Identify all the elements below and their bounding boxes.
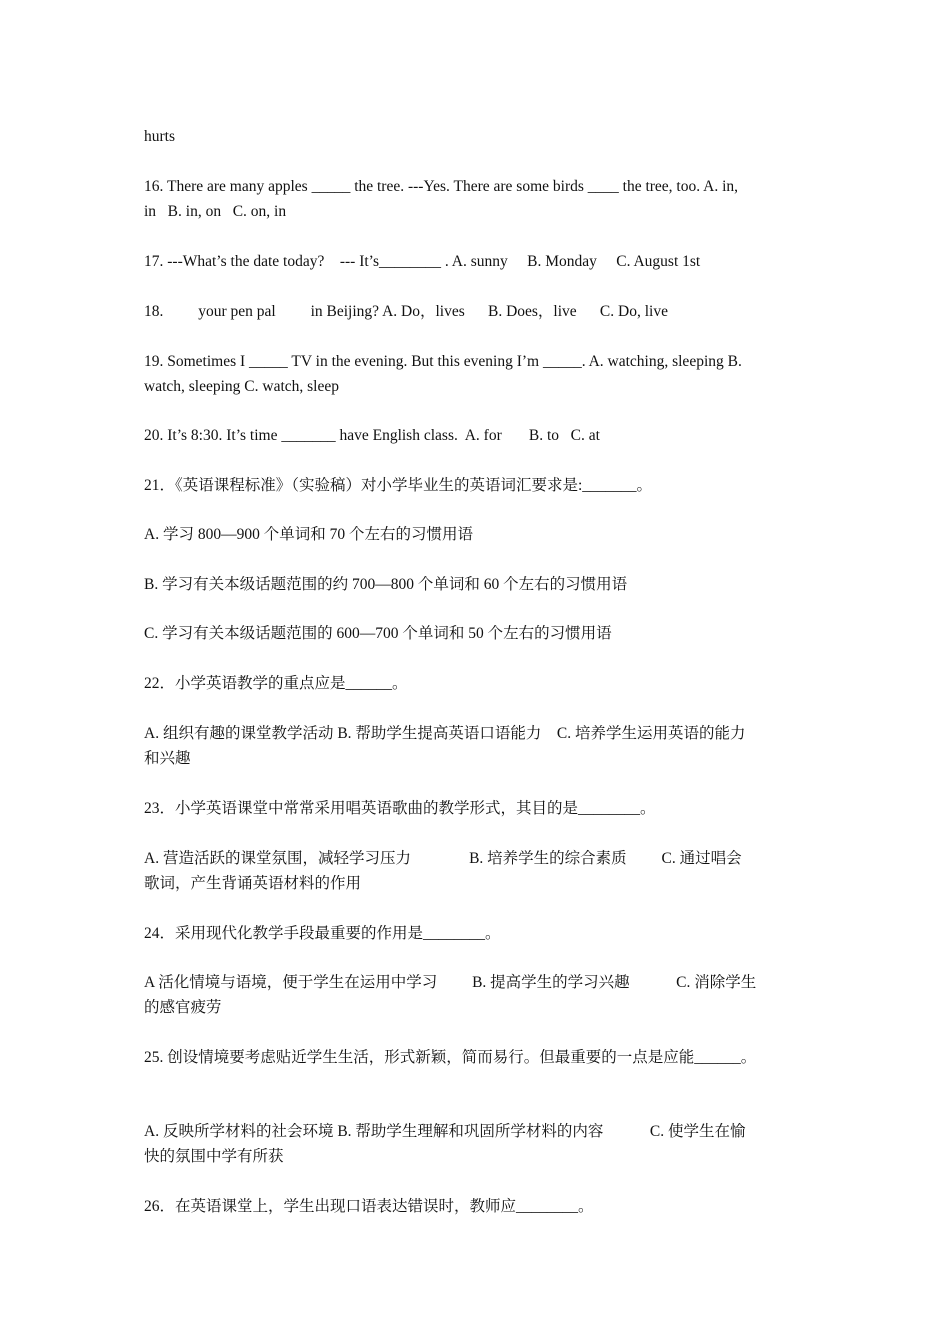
text-line: hurts xyxy=(144,128,175,145)
text-line: 26．在英语课堂上，学生出现口语表达错误时，教师应________。 xyxy=(144,1198,594,1215)
question-21 xyxy=(144,473,806,498)
text-line: A. 反映所学材料的社会环境 B. 帮助学生理解和巩固所学材料的内容 C. 使学生在愉 xyxy=(144,1123,746,1140)
text-line: 23．小学英语课堂中常常采用唱英语歌曲的教学形式，其目的是________。 xyxy=(144,800,656,817)
text-line: 和兴趣 xyxy=(144,750,191,767)
question-26 xyxy=(144,1194,806,1219)
text-line: 20. It’s 8:30. It’s time _______ have English class. A. for B. to C. at xyxy=(144,427,600,444)
text-line: in B. in, on C. on, in xyxy=(144,203,287,220)
question-25 xyxy=(144,1045,806,1070)
text-line: 19. Sometimes I _____ TV in the evening. But this evening I’m _____. A. watching, sleeping B. xyxy=(144,353,742,370)
question-23 xyxy=(144,796,806,821)
text-line: 25. 创设情境要考虑贴近学生生活，形式新颖，简而易行。但最重要的一点是应能______。 xyxy=(144,1049,757,1066)
text-line: 21．《英语课程标准》（实验稿）对小学毕业生的英语词汇要求是:_______。 xyxy=(144,477,653,494)
question-22 xyxy=(144,671,806,696)
question-19 xyxy=(144,349,806,399)
text-line: C. 学习有关本级话题范围的 600—700 个单词和 50 个左右的习惯用语 xyxy=(144,625,612,642)
question-21-option-b xyxy=(144,572,806,597)
question-24-options xyxy=(144,970,806,1020)
text-line: A. 营造活跃的课堂氛围，减轻学习压力 B. 培养学生的综合素质 C. 通过唱会 xyxy=(144,850,742,867)
text-line: 22．小学英语教学的重点应是______。 xyxy=(144,675,408,692)
text-line: B. 学习有关本级话题范围的约 700—800 个单词和 60 个左右的习惯用语 xyxy=(144,576,628,593)
question-23-options xyxy=(144,846,806,896)
text-line: 歌词，产生背诵英语材料的作用 xyxy=(144,875,362,892)
text-line: 24．采用现代化教学手段最重要的作用是________。 xyxy=(144,925,501,942)
question-25-options xyxy=(144,1119,806,1169)
text-line: 17. ---What’s the date today? --- It’s________ . A. sunny B. Monday C. August 1st xyxy=(144,253,701,270)
text-line: A 活化情境与语境，便于学生在运用中学习 B. 提高学生的学习兴趣 C. 消除学生 xyxy=(144,974,757,991)
text-line: 18. your pen pal in Beijing? A. Do，lives B. Does，live C. Do, live xyxy=(144,303,668,320)
text-line: 的感官疲劳 xyxy=(144,999,222,1016)
question-24 xyxy=(144,921,806,946)
text-line: watch, sleeping C. watch, sleep xyxy=(144,378,339,395)
question-21-option-a xyxy=(144,522,806,547)
question-17 xyxy=(144,249,806,274)
question-16 xyxy=(144,174,806,224)
text-line: 16. There are many apples _____ the tree. ---Yes. There are some birds ____ the tree, too. A. in, xyxy=(144,178,739,195)
question-21-option-c xyxy=(144,621,806,646)
question-18 xyxy=(144,299,806,324)
question-20 xyxy=(144,423,806,448)
question-22-options xyxy=(144,721,806,771)
text-line: A. 学习 800—900 个单词和 70 个左右的习惯用语 xyxy=(144,526,473,543)
text-line: 快的氛围中学有所获 xyxy=(144,1148,284,1165)
paragraph-hurts xyxy=(144,124,806,149)
text-line: A. 组织有趣的课堂教学活动 B. 帮助学生提高英语口语能力 C. 培养学生运用英语的能力 xyxy=(144,725,746,742)
